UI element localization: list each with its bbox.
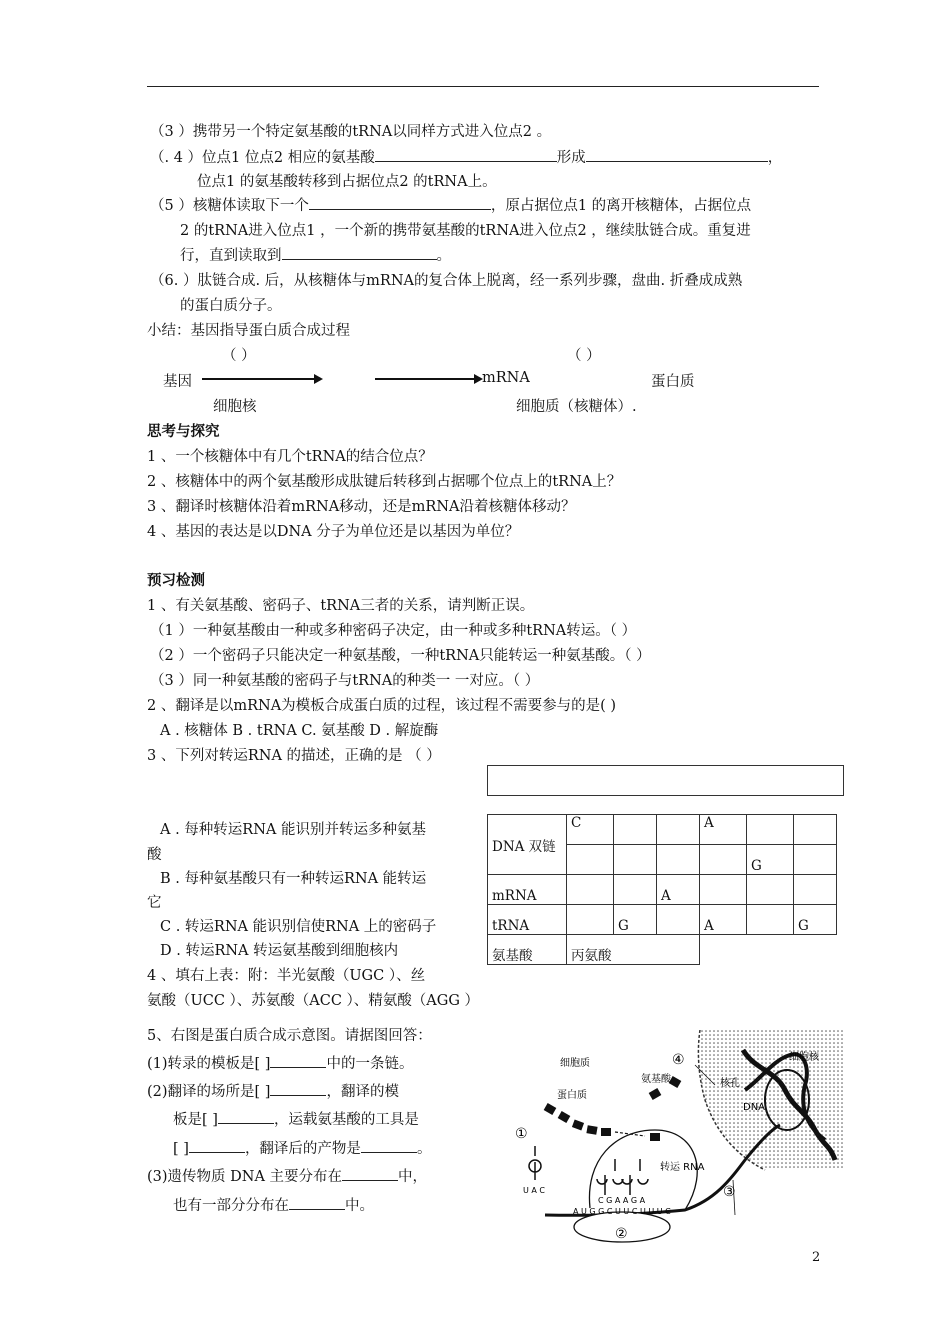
- preview-q3-c: C . 转运RNA 能识别信使RNA 上的密码子: [160, 919, 437, 935]
- blank[interactable]: [270, 1054, 326, 1068]
- arrow-line-1: [202, 378, 315, 380]
- cell[interactable]: [747, 905, 794, 935]
- step-5-end: 行，直到读取到 。: [180, 248, 451, 264]
- peptide-link: [615, 1132, 645, 1136]
- marker-3: ③: [723, 1184, 736, 1200]
- preview-q3-a: A . 每种转运RNA 能识别并转运多种氨基: [160, 822, 426, 838]
- blank[interactable]: [289, 1196, 345, 1210]
- summary-paren-2[interactable]: （ ）: [567, 348, 601, 364]
- cell[interactable]: [567, 845, 614, 875]
- preview-q1-2: （2 ）一个密码子只能决定一种氨基酸，一种tRNA只能转运一种氨基酸。（ ）: [150, 648, 651, 664]
- peptide-chain: [544, 1076, 682, 1141]
- answer-box[interactable]: [487, 765, 844, 796]
- cell[interactable]: [794, 875, 837, 905]
- header-rule: [147, 86, 819, 87]
- cell[interactable]: A: [700, 905, 747, 935]
- step-4: （. 4 ）位点1 位点2 相应的氨基酸 形成 ，: [150, 150, 783, 166]
- label-anticodon: U A C: [523, 1186, 545, 1195]
- step-6: （6. ）肽链合成. 后，从核糖体与mRNA的复合体上脱离，经一系列步骤，盘曲. 折叠成成熟: [150, 273, 743, 289]
- preview-q5-2-end: [ ] ，翻译后的产物是 。: [173, 1141, 432, 1157]
- cell[interactable]: [657, 905, 700, 935]
- blank[interactable]: [282, 246, 437, 260]
- blank[interactable]: [361, 1139, 417, 1153]
- preview-q3-d: D . 转运RNA 转运氨基酸到细胞核内: [160, 943, 399, 959]
- cell[interactable]: G: [614, 905, 657, 935]
- blank[interactable]: [586, 148, 768, 162]
- cell[interactable]: G: [794, 905, 837, 935]
- label-cytoplasm: 细胞质: [560, 1058, 590, 1069]
- cell[interactable]: 丙氨酸: [567, 935, 700, 965]
- preview-q1: 1 、有关氨基酸、密码子、tRNA三者的关系，请判断正误。: [147, 598, 535, 614]
- summary-nucleus: 细胞核: [213, 399, 257, 415]
- codon-table: [487, 814, 837, 965]
- cell[interactable]: [657, 815, 700, 845]
- cell[interactable]: [614, 845, 657, 875]
- preview-q3-b-cont: 它: [147, 895, 162, 911]
- cell[interactable]: [794, 815, 837, 845]
- arrow-line-2: [375, 378, 475, 380]
- summary-cytoplasm: 细胞质（核糖体）.: [516, 399, 637, 415]
- step-5: （5 ）核糖体读取下一个 ，原占据位点1 的离开核糖体，占据位点: [150, 198, 752, 214]
- thinking-q2: 2 、核糖体中的两个氨基酸形成肽键后转移到占据哪个位点上的tRNA上？: [147, 474, 622, 490]
- cell[interactable]: [614, 815, 657, 845]
- cell[interactable]: [747, 875, 794, 905]
- thinking-q4: 4 、基因的表达是以DNA 分子为单位还是以基因为单位？: [147, 524, 520, 540]
- blank[interactable]: [342, 1167, 398, 1181]
- summary-paren-1[interactable]: （ ）: [222, 348, 256, 364]
- blank[interactable]: [189, 1139, 245, 1153]
- preview-q3: 3 、下列对转运RNA 的描述，正确的是 （ ）: [147, 748, 441, 764]
- label-dna: DNA: [743, 1102, 766, 1113]
- step-3: （3 ）携带另一个特定氨基酸的tRNA以同样方式进入位点2 。: [150, 124, 552, 140]
- row-label-dna: DNA 双链: [488, 815, 567, 875]
- protein-synthesis-figure: [505, 1030, 845, 1245]
- summary-mrna: mRNA: [482, 370, 530, 386]
- blank[interactable]: [309, 196, 491, 210]
- preview-q1-3: （3 ）同一种氨基酸的密码子与tRNA的种类一 一对应。（ ）: [150, 673, 540, 689]
- preview-q2-options: A . 核糖体 B . tRNA C. 氨基酸 D . 解旋酶: [160, 723, 439, 739]
- thinking-heading: 思考与探究: [147, 424, 220, 440]
- step-6-cont: 的蛋白质分子。: [180, 298, 282, 314]
- cell[interactable]: C: [567, 815, 614, 845]
- preview-q4-cont: 氨酸（UCC ）、苏氨酸（ACC ）、精氨酸（AGG ）: [147, 993, 480, 1009]
- nucleus-region: [698, 1030, 843, 1170]
- thinking-q1: 1 、一个核糖体中有几个tRNA的结合位点？: [147, 449, 433, 465]
- label-protein: 蛋白质: [557, 1090, 587, 1101]
- label-amino-acid: 氨基酸: [641, 1074, 671, 1085]
- cell[interactable]: [614, 875, 657, 905]
- page-number: 2: [812, 1250, 821, 1265]
- preview-q2: 2 、翻译是以mRNA为模板合成蛋白质的过程，该过程不需要参与的是( ): [147, 698, 617, 714]
- cell[interactable]: [794, 845, 837, 875]
- blank[interactable]: [270, 1082, 326, 1096]
- preview-q3-a-cont: 酸: [147, 847, 162, 863]
- marker-4: ④: [672, 1052, 685, 1068]
- preview-q4: 4 、填右上表：附：半光氨酸（UGC ）、丝: [147, 968, 426, 984]
- row-label-aa: 氨基酸: [488, 935, 567, 965]
- cell[interactable]: [657, 845, 700, 875]
- preview-q5: 5、右图是蛋白质合成示意图。请据图回答：: [147, 1028, 432, 1044]
- label-codon-top: C G A A G A: [598, 1196, 646, 1205]
- cell[interactable]: A: [700, 815, 747, 845]
- blank[interactable]: [375, 148, 557, 162]
- cell[interactable]: G: [747, 845, 794, 875]
- summary-protein: 蛋白质: [651, 374, 695, 390]
- label-nucleus: 细胞核: [789, 1052, 819, 1063]
- preview-q1-1: （1 ）一种氨基酸由一种或多种密码子决定，由一种或多种tRNA转运。（ ）: [150, 623, 637, 639]
- summary-title: 小结：基因指导蛋白质合成过程: [147, 323, 350, 339]
- summary-gene: 基因: [163, 374, 192, 390]
- preview-q5-2: (2)翻译的场所是[ ] ，翻译的模: [147, 1084, 399, 1100]
- label-trna: 转运 RNA: [660, 1162, 705, 1173]
- step-5-cont: 2 的tRNA进入位点1 ，一个新的携带氨基酸的tRNA进入位点2 ，继续肽链合成。重复进: [180, 223, 751, 239]
- thinking-q3: 3 、翻译时核糖体沿着mRNA移动，还是mRNA沿着核糖体移动？: [147, 499, 576, 515]
- trna-shapes: [529, 1146, 648, 1195]
- label-nuclear-pore: 核孔: [720, 1078, 740, 1089]
- marker-2: ②: [615, 1226, 628, 1242]
- cell[interactable]: [567, 905, 614, 935]
- preview-q3-b: B . 每种氨基酸只有一种转运RNA 能转运: [160, 871, 427, 887]
- cell[interactable]: [700, 875, 747, 905]
- blank[interactable]: [218, 1110, 274, 1124]
- row-label-mrna: mRNA: [488, 875, 567, 905]
- label-mrna-seq: A U G G C U U C U U U C: [573, 1207, 671, 1216]
- cell[interactable]: [747, 815, 794, 845]
- preview-q5-3-cont: 也有一部分分布在 中。: [173, 1198, 374, 1214]
- cell[interactable]: [567, 875, 614, 905]
- marker-1: ①: [515, 1126, 528, 1142]
- preview-q5-1: (1)转录的模板是[ ] 中的一条链。: [147, 1056, 414, 1072]
- row-label-trna: tRNA: [488, 905, 567, 935]
- preview-q5-3: (3)遗传物质 DNA 主要分布在 中，: [147, 1169, 428, 1185]
- cell[interactable]: [700, 845, 747, 875]
- cell[interactable]: A: [657, 875, 700, 905]
- preview-heading: 预习检测: [147, 573, 205, 589]
- cell-empty: [700, 935, 837, 965]
- preview-q5-2-cont: 板是[ ] ，运载氨基酸的工具是: [173, 1112, 419, 1128]
- step-4-cont: 位点1 的氨基酸转移到占据位点2 的tRNA上。: [197, 174, 497, 190]
- arrow-head-1: [314, 374, 323, 384]
